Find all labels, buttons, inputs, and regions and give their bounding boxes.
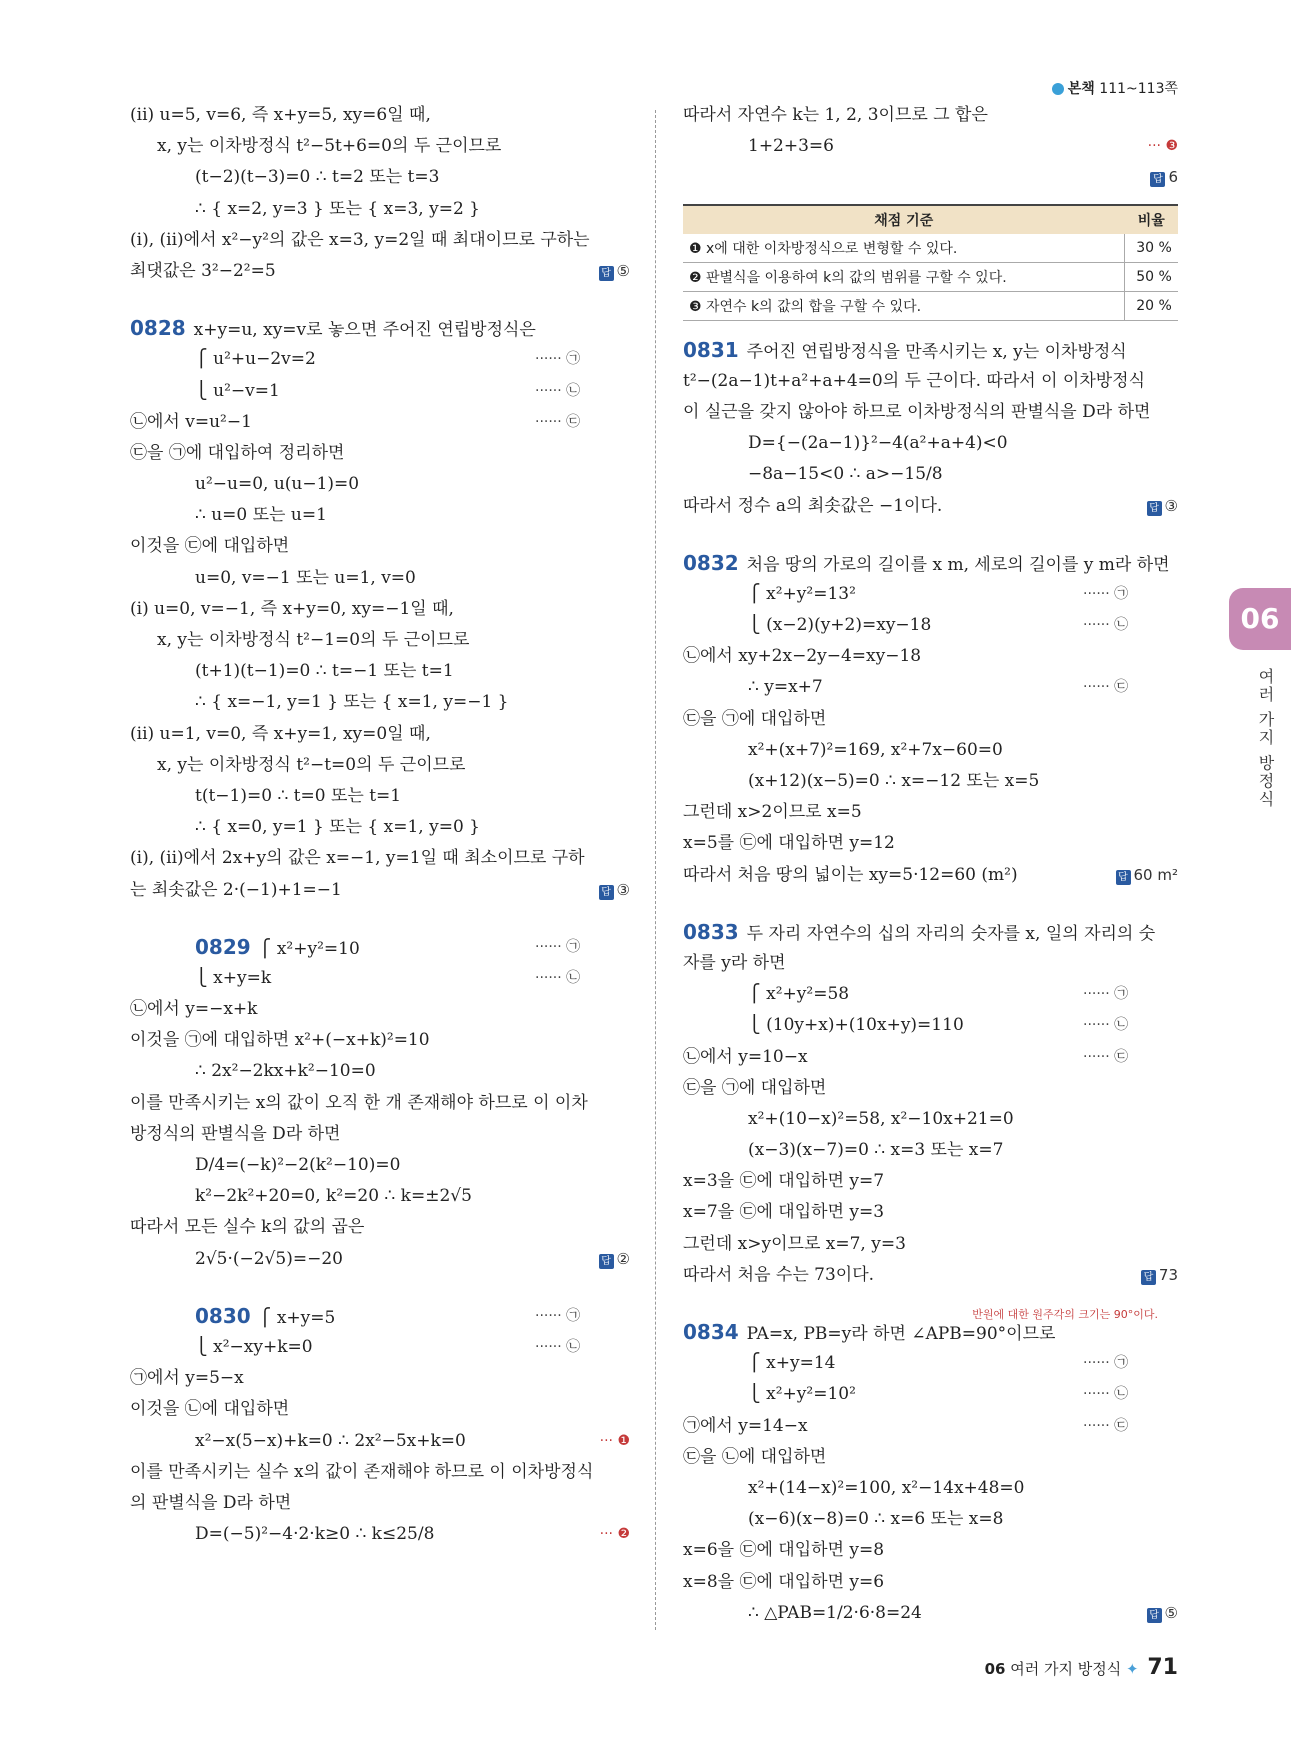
- ratio-cell: 30 %: [1125, 234, 1179, 263]
- line-text: (x−3)(x−7)=0 ∴ x=3 또는 x=7: [748, 1140, 1004, 1161]
- solution-line: [130, 469, 630, 500]
- answer-label: 답: [1147, 1608, 1162, 1623]
- solution-line: [130, 687, 630, 718]
- line-text: x=3을 ㉢에 대입하면 y=7: [683, 1171, 885, 1192]
- equation-marker: ······ ㉡: [1083, 1017, 1129, 1034]
- equation-marker: ······ ㉡: [535, 382, 581, 399]
- solution-line: [683, 428, 1178, 459]
- line-text: ㉢을 ㉠에 대입하면: [683, 1077, 827, 1098]
- solution-line: [683, 1073, 1178, 1104]
- line-text: ㉢을 ㉠에 대입하면: [683, 708, 827, 729]
- line-text: PA=x, PB=y라 하면 ∠APB=90°이므로: [746, 1324, 1056, 1344]
- line-text: 따라서 정수 a의 최솟값은 −1이다.: [683, 495, 943, 516]
- problem-number: 0832: [683, 550, 739, 575]
- solution-line: [683, 1166, 1178, 1197]
- solution-line: [683, 735, 1178, 766]
- solution-line: [130, 1025, 630, 1056]
- line-text: ㉡에서 xy+2x−2y−4=xy−18: [683, 646, 922, 667]
- footer-chapter-num: 06: [984, 1660, 1006, 1678]
- chapter-tab: 06: [1229, 588, 1291, 650]
- answer-value: ③: [1164, 496, 1178, 515]
- line-text: ⎩ (x−2)(y+2)=xy−18: [748, 615, 932, 636]
- solution-line: [683, 1598, 1178, 1629]
- line-text: x²+(x+7)²=169, x²+7x−60=0: [748, 739, 1003, 760]
- line-text: t²−(2a−1)t+a²+a+4=0의 두 근이다. 따라서 이 이차방정식: [683, 370, 1146, 391]
- line-text: ⎩ u²−v=1: [195, 380, 280, 401]
- criteria-cell: ❷ 판별식을 이용하여 k의 값의 범위를 구할 수 있다.: [683, 262, 1125, 291]
- line-text: ⎩ x²−xy+k=0: [195, 1336, 313, 1357]
- line-text: 이것을 ㉡에 대입하면: [130, 1399, 290, 1420]
- header-pages: 111~113쪽: [1099, 81, 1178, 97]
- section-gap: [130, 906, 630, 932]
- line-text: 이 실근을 갖지 않아야 하므로 이차방정식의 판별식을 D라 하면: [683, 401, 1151, 422]
- step-marker: ··· ❶: [599, 1432, 630, 1449]
- solution-line: [683, 1504, 1178, 1535]
- solution-line: [683, 1308, 1178, 1348]
- solution-line: [130, 625, 630, 656]
- step-marker: ··· ❷: [599, 1526, 630, 1543]
- line-text: x, y는 이차방정식 t²−t=0의 두 근이므로: [157, 754, 466, 775]
- solution-line: [683, 860, 1178, 891]
- solution-line: [683, 1442, 1178, 1473]
- equation-marker: ······ ㉢: [1083, 1417, 1129, 1434]
- solution-line: [130, 1088, 630, 1119]
- answer-label: 답: [1116, 870, 1131, 885]
- line-text: ⎧ u²+u−2v=2: [195, 349, 316, 370]
- line-text: x²+(14−x)²=100, x²−14x+48=0: [748, 1477, 1025, 1498]
- solution-line: [130, 313, 630, 344]
- solution-line: [683, 828, 1178, 859]
- line-text: ㉢을 ㉠에 대입하여 정리하면: [130, 442, 345, 463]
- line-text: (t−2)(t−3)=0 ∴ t=2 또는 t=3: [195, 167, 440, 188]
- solution-line: [683, 100, 1178, 131]
- right-column: [683, 100, 1178, 1629]
- line-text: ㉡에서 y=10−x: [683, 1046, 808, 1067]
- solution-line: [683, 397, 1178, 428]
- line-text: 이것을 ㉢에 대입하면: [130, 536, 290, 557]
- line-text: ∴ { x=−1, y=1 } 또는 { x=1, y=−1 }: [195, 692, 509, 713]
- solution-line: [683, 704, 1178, 735]
- line-text: −8a−15<0 ∴ a>−15/8: [748, 464, 943, 485]
- footer-chapter-title: 여러 가지 방정식: [1010, 1660, 1122, 1678]
- problem-number: 0834: [683, 1320, 739, 1344]
- line-text: (x+12)(x−5)=0 ∴ x=−12 또는 x=5: [748, 771, 1040, 791]
- table-row: [683, 291, 1178, 320]
- page-number: 71: [1147, 1655, 1178, 1680]
- solution-line: [683, 459, 1178, 490]
- solution-line: [130, 1519, 630, 1550]
- solution-line: [130, 1332, 630, 1363]
- line-text: x, y는 이차방정식 t²−5t+6=0의 두 근이므로: [157, 136, 502, 157]
- line-text: ∴ u=0 또는 u=1: [195, 505, 327, 526]
- line-text: ⎩ x+y=k: [195, 967, 272, 988]
- solution-line: [683, 948, 1178, 979]
- solution-line: [683, 335, 1178, 366]
- line-text: (t+1)(t−1)=0 ∴ t=−1 또는 t=1: [195, 661, 454, 682]
- solution-line: [130, 963, 630, 994]
- line-text: 1+2+3=6: [748, 136, 834, 157]
- line-text: 주어진 연립방정식을 만족시키는 x, y는 이차방정식: [746, 341, 1127, 362]
- equation-marker: ······ ㉡: [1083, 1386, 1129, 1403]
- equation-marker: ······ ㉢: [1083, 1048, 1129, 1065]
- line-text: 방정식의 판별식을 D라 하면: [130, 1123, 341, 1144]
- solution-0830-cont: [683, 100, 1178, 194]
- solution-line: [683, 131, 1178, 162]
- solution-line: [683, 1229, 1178, 1260]
- equation-marker: ······ ㉢: [535, 413, 581, 430]
- solution-line: [683, 641, 1178, 672]
- line-text: (i), (ii)에서 2x+y의 값은 x=−1, y=1일 때 최소이므로 구하: [130, 848, 585, 869]
- section-gap: [683, 522, 1178, 548]
- ratio-header: 비율: [1125, 205, 1179, 234]
- table-row: [683, 234, 1178, 263]
- solution-line: [130, 594, 630, 625]
- line-text: x=7을 ㉢에 대입하면 y=3: [683, 1202, 885, 1223]
- answer-badge: [1141, 1260, 1178, 1291]
- answer-label: 답: [599, 885, 614, 900]
- answer-value: ⑤: [616, 261, 630, 280]
- solution-line: [130, 500, 630, 531]
- equation-marker: ······ ㉢: [1083, 679, 1129, 696]
- solution-line: [130, 719, 630, 750]
- solution-line: [130, 781, 630, 812]
- solution-line: [130, 131, 630, 162]
- section-gap: [130, 287, 630, 313]
- equation-marker: ······ ㉡: [535, 969, 581, 986]
- problem-number: 0831: [683, 337, 739, 362]
- line-text: 처음 땅의 가로의 길이를 x m, 세로의 길이를 y m라 하면: [746, 554, 1170, 575]
- solution-line: [130, 225, 630, 256]
- solution-line: [130, 1119, 630, 1150]
- solution-line: [130, 531, 630, 562]
- solution-line: [130, 750, 630, 781]
- answer-value: ⑤: [1164, 1603, 1178, 1622]
- solution-line: [683, 797, 1178, 828]
- line-text: 따라서 처음 수는 73이다.: [683, 1264, 875, 1285]
- solution-line: [130, 256, 630, 287]
- solution-line: [130, 194, 630, 225]
- equation-marker: ······ ㉡: [535, 1338, 581, 1355]
- line-text: x²−x(5−x)+k=0 ∴ 2x²−5x+k=0: [195, 1430, 466, 1451]
- line-text: x=5를 ㉢에 대입하면 y=12: [683, 833, 895, 854]
- equation-marker: ······ ㉠: [535, 938, 581, 955]
- solution-line: [130, 1181, 630, 1212]
- line-text: k²−2k²+20=0, k²=20 ∴ k=±2√5: [195, 1186, 472, 1207]
- solution-line: [130, 407, 630, 438]
- solution-line: [683, 1411, 1178, 1442]
- line-text: ㉠에서 y=14−x: [683, 1415, 808, 1436]
- line-text: ⎧ x+y=5: [258, 1307, 336, 1328]
- criteria-header: 채점 기준: [683, 205, 1125, 234]
- line-text: 자를 y라 하면: [683, 952, 786, 973]
- line-text: ∴ 2x²−2kx+k²−10=0: [195, 1061, 376, 1082]
- solutions-0831-0834: [683, 335, 1178, 1629]
- line-text: ㉡에서 v=u²−1: [130, 411, 252, 432]
- answer-badge: [599, 875, 630, 906]
- answer-value: ②: [616, 1249, 630, 1268]
- line-text: 따라서 자연수 k는 1, 2, 3이므로 그 합은: [683, 105, 988, 125]
- line-text: x=8을 ㉢에 대입하면 y=6: [683, 1571, 885, 1592]
- side-note: 반원에 대한 원주각의 크기는 90°이다.: [972, 1308, 1158, 1321]
- solution-line: [683, 1010, 1178, 1041]
- line-text: t(t−1)=0 ∴ t=0 또는 t=1: [195, 785, 402, 806]
- answer-value: 6: [1168, 168, 1178, 187]
- solution-line: [130, 875, 630, 906]
- section-gap: [130, 1275, 630, 1301]
- solution-line: [130, 932, 630, 963]
- line-text: 최댓값은 3²−2²=5: [130, 260, 276, 281]
- grading-criteria-table: [683, 204, 1178, 321]
- equation-marker: ······ ㉠: [535, 351, 581, 368]
- solution-line: [130, 843, 630, 874]
- solution-line: [130, 1244, 630, 1275]
- line-text: (i) u=0, v=−1, 즉 x+y=0, xy=−1일 때,: [130, 598, 454, 619]
- solution-line: [683, 1348, 1178, 1379]
- line-text: 는 최솟값은 2·(−1)+1=−1: [130, 879, 342, 900]
- line-text: ⎩ (10y+x)+(10x+y)=110: [748, 1015, 964, 1036]
- criteria-cell: ❸ 자연수 k의 값의 합을 구할 수 있다.: [683, 291, 1125, 320]
- answer-value: ③: [616, 880, 630, 899]
- solution-line: [683, 162, 1178, 193]
- line-text: (x−6)(x−8)=0 ∴ x=6 또는 x=8: [748, 1509, 1004, 1530]
- line-text: ㉢을 ㉡에 대입하면: [683, 1446, 827, 1467]
- line-text: ⎧ x²+y²=58: [748, 984, 850, 1005]
- solution-line: [130, 376, 630, 407]
- solution-line: [130, 1426, 630, 1457]
- line-text: u²−u=0, u(u−1)=0: [195, 474, 360, 495]
- answer-badge: [1116, 860, 1178, 891]
- answer-label: 답: [599, 266, 614, 281]
- line-text: ∴ y=x+7: [748, 677, 823, 698]
- solution-line: [683, 979, 1178, 1010]
- problem-number: 0828: [130, 316, 186, 341]
- answer-label: 답: [1141, 1270, 1156, 1285]
- solution-line: [130, 1056, 630, 1087]
- answer-label: 답: [1147, 501, 1162, 516]
- line-text: 따라서 모든 실수 k의 값의 곱은: [130, 1217, 365, 1238]
- star-icon: ✦: [1126, 1660, 1139, 1678]
- line-text: D=(−5)²−4·2·k≥0 ∴ k≤25/8: [195, 1524, 435, 1545]
- line-text: (i), (ii)에서 x²−y²의 값은 x=3, y=2일 때 최대이므로 구하는: [130, 229, 590, 250]
- line-text: 의 판별식을 D라 하면: [130, 1492, 292, 1513]
- solution-line: [130, 1212, 630, 1243]
- solution-line: [130, 438, 630, 469]
- answer-badge: [1147, 491, 1178, 522]
- solution-line: [130, 656, 630, 687]
- line-text: x²+(10−x)²=58, x²−10x+21=0: [748, 1108, 1014, 1129]
- solution-line: [130, 1363, 630, 1394]
- solution-line: [130, 1150, 630, 1181]
- solution-line: [130, 100, 630, 131]
- solution-line: [683, 672, 1178, 703]
- line-text: D/4=(−k)²−2(k²−10)=0: [195, 1155, 401, 1175]
- solution-line: [130, 1301, 630, 1332]
- solution-line: [130, 162, 630, 193]
- answer-label: 답: [599, 1254, 614, 1269]
- solution-line: [683, 1535, 1178, 1566]
- solution-line: [683, 1473, 1178, 1504]
- line-text: ∴ { x=0, y=1 } 또는 { x=1, y=0 }: [195, 817, 480, 838]
- line-text: ⎧ x²+y²=13²: [748, 583, 856, 604]
- solution-line: [683, 917, 1178, 948]
- line-text: x=6을 ㉢에 대입하면 y=8: [683, 1540, 885, 1561]
- solution-line: [130, 812, 630, 843]
- solution-line: [683, 1379, 1178, 1410]
- line-text: 이것을 ㉠에 대입하면 x²+(−x+k)²=10: [130, 1030, 430, 1051]
- solution-line: [683, 366, 1178, 397]
- line-text: ⎩ x²+y²=10²: [748, 1384, 856, 1405]
- line-text: D={−(2a−1)}²−4(a²+a+4)<0: [748, 433, 1008, 454]
- solution-line: [683, 1135, 1178, 1166]
- solution-line: [683, 1042, 1178, 1073]
- problem-number: 0830: [195, 1303, 251, 1328]
- equation-marker: ······ ㉡: [1083, 617, 1129, 634]
- solution-line: [130, 563, 630, 594]
- answer-value: 73: [1158, 1265, 1178, 1284]
- line-text: x+y=u, xy=v로 놓으면 주어진 연립방정식은: [193, 320, 536, 341]
- solution-line: [130, 1394, 630, 1425]
- equation-marker: ······ ㉠: [1083, 585, 1129, 602]
- page-header: [1052, 78, 1178, 98]
- criteria-cell: ❶ x에 대한 이차방정식으로 변형할 수 있다.: [683, 234, 1125, 263]
- solution-line: [130, 1488, 630, 1519]
- problem-number: 0829: [195, 934, 251, 959]
- section-gap: [683, 891, 1178, 917]
- line-text: 두 자리 자연수의 십의 자리의 숫자를 x, 일의 자리의 숫: [746, 923, 1156, 944]
- solution-line: [683, 579, 1178, 610]
- line-text: ㉡에서 y=−x+k: [130, 999, 258, 1020]
- solution-line: [683, 766, 1178, 797]
- solution-line: [683, 1260, 1178, 1291]
- line-text: ∴ { x=2, y=3 } 또는 { x=3, y=2 }: [195, 198, 480, 219]
- left-column: [130, 100, 630, 1550]
- answer-badge: [1147, 1598, 1178, 1629]
- line-text: (ii) u=1, v=0, 즉 x+y=1, xy=0일 때,: [130, 723, 431, 744]
- header-book: 본책: [1067, 81, 1095, 97]
- equation-marker: ······ ㉠: [1083, 986, 1129, 1003]
- book-icon: [1052, 83, 1064, 95]
- ratio-cell: 50 %: [1125, 262, 1179, 291]
- answer-label: 답: [1150, 172, 1165, 187]
- line-text: 이를 만족시키는 실수 x의 값이 존재해야 하므로 이 이차방정식: [130, 1461, 594, 1482]
- solution-line: [683, 610, 1178, 641]
- equation-marker: ······ ㉠: [535, 1307, 581, 1324]
- line-text: 그런데 x>y이므로 x=7, y=3: [683, 1233, 906, 1254]
- page-footer: [981, 1655, 1178, 1680]
- solution-line: [683, 491, 1178, 522]
- answer-badge: [1150, 162, 1178, 193]
- equation-marker: ······ ㉠: [1083, 1355, 1129, 1372]
- answer-badge: [599, 1244, 630, 1275]
- line-text: x, y는 이차방정식 t²−1=0의 두 근이므로: [157, 630, 470, 650]
- solution-line: [130, 994, 630, 1025]
- solution-line: [683, 548, 1178, 579]
- answer-badge: [599, 256, 630, 287]
- line-text: 이를 만족시키는 x의 값이 오직 한 개 존재해야 하므로 이 이차: [130, 1092, 588, 1113]
- solution-line: [683, 1104, 1178, 1135]
- line-text: ⎧ x²+y²=10: [258, 938, 360, 959]
- answer-value: 60 m²: [1133, 865, 1178, 884]
- line-text: 그런데 x>2이므로 x=5: [683, 802, 862, 823]
- line-text: ⎧ x+y=14: [748, 1353, 836, 1374]
- line-text: 2√5·(−2√5)=−20: [195, 1248, 343, 1269]
- line-text: (ii) u=5, v=6, 즉 x+y=5, xy=6일 때,: [130, 105, 431, 125]
- ratio-cell: 20 %: [1125, 291, 1179, 320]
- line-text: ㉠에서 y=5−x: [130, 1368, 244, 1389]
- line-text: u=0, v=−1 또는 u=1, v=0: [195, 567, 416, 588]
- step-marker: ··· ❸: [1147, 138, 1178, 155]
- solution-line: [130, 1457, 630, 1488]
- column-divider: [655, 110, 656, 1630]
- solution-line: [130, 344, 630, 375]
- solution-line: [683, 1567, 1178, 1598]
- solution-line: [683, 1197, 1178, 1228]
- problem-number: 0833: [683, 919, 739, 944]
- table-row: [683, 262, 1178, 291]
- line-text: 따라서 처음 땅의 넓이는 xy=5·12=60 (m²): [683, 864, 1018, 885]
- line-text: ∴ △PAB=1/2·6·8=24: [748, 1602, 922, 1623]
- chapter-tab-title: 여러 가지 방정식: [1256, 668, 1275, 809]
